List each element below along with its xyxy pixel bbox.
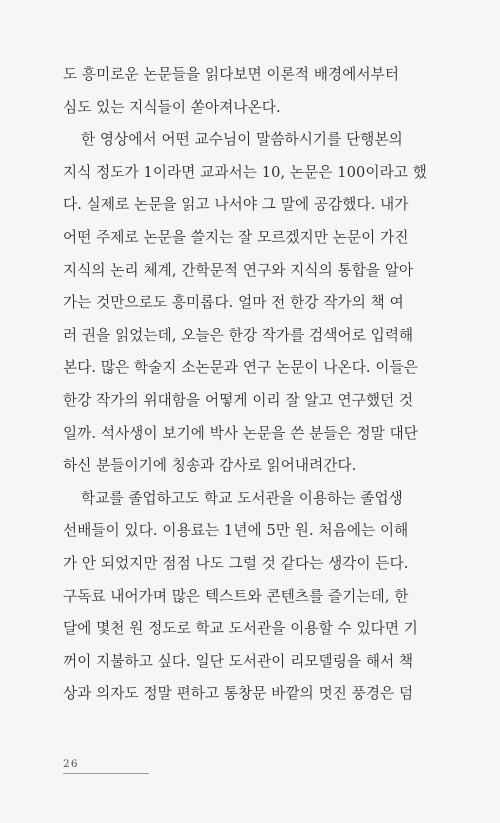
text-line: 지식의 논리 체계, 간학문적 연구와 지식의 통합을 알아 [63, 261, 414, 279]
text-line: 꺼이 지불하고 싶다. 일단 도서관이 리모델링을 해서 책 [63, 652, 414, 670]
text-line: 하신 분들이기에 칭송과 감사로 읽어내려간다. [63, 457, 357, 475]
paragraph-start-line: 한 영상에서 어떤 교수님이 말씀하시기를 단행본의 [81, 131, 403, 149]
text-line: 가 안 되었지만 점점 나도 그럴 것 같다는 생각이 든다. [63, 554, 409, 572]
text-line: 본다. 많은 학술지 소논문과 연구 논문이 나온다. 이들은 [63, 359, 418, 377]
text-line: 한강 작가의 위대함을 어떻게 이리 잘 알고 연구했던 것 [63, 391, 414, 409]
text-line: 다. 실제로 논문을 읽고 나서야 그 말에 공감했다. 내가 [63, 196, 409, 214]
text-line: 지식 정도가 1이라면 교과서는 10, 논문은 100이라고 했 [63, 163, 427, 181]
text-line: 일까. 석사생이 보기에 박사 논문을 쓴 분들은 정말 대단 [63, 424, 418, 442]
paragraph-start-line: 학교를 졸업하고도 학교 도서관을 이용하는 졸업생 [81, 489, 403, 507]
page-footer [63, 757, 149, 774]
text-line: 가는 것만으로도 흥미롭다. 얼마 전 한강 작가의 책 여 [63, 294, 404, 312]
text-line: 상과 의자도 정말 편하고 통창문 바깥의 멋진 풍경은 덤 [63, 685, 414, 703]
page-number: 26 [63, 758, 79, 770]
text-line: 선배들이 있다. 이용료는 1년에 5만 원. 처음에는 이해 [63, 522, 409, 540]
text-line: 도 흥미로운 논문들을 읽다보면 이론적 배경에서부터 [63, 66, 400, 83]
text-line: 러 권을 읽었는데, 오늘은 한강 작가를 검색어로 입력해 [63, 326, 414, 344]
text-line: 달에 몇천 원 정도로 학교 도서관을 이용할 수 있다면 기 [63, 620, 418, 638]
text-line: 어떤 주제로 논문을 쓸지는 잘 모르겠지만 논문이 가진 [63, 228, 409, 246]
text-line: 구독료 내어가며 많은 텍스트와 콘텐츠를 즐기는데, 한 [63, 587, 409, 605]
body-text [63, 59, 443, 711]
footer-rule [63, 773, 149, 774]
text-line: 심도 있는 지식들이 쏟아져나온다. [63, 98, 281, 116]
